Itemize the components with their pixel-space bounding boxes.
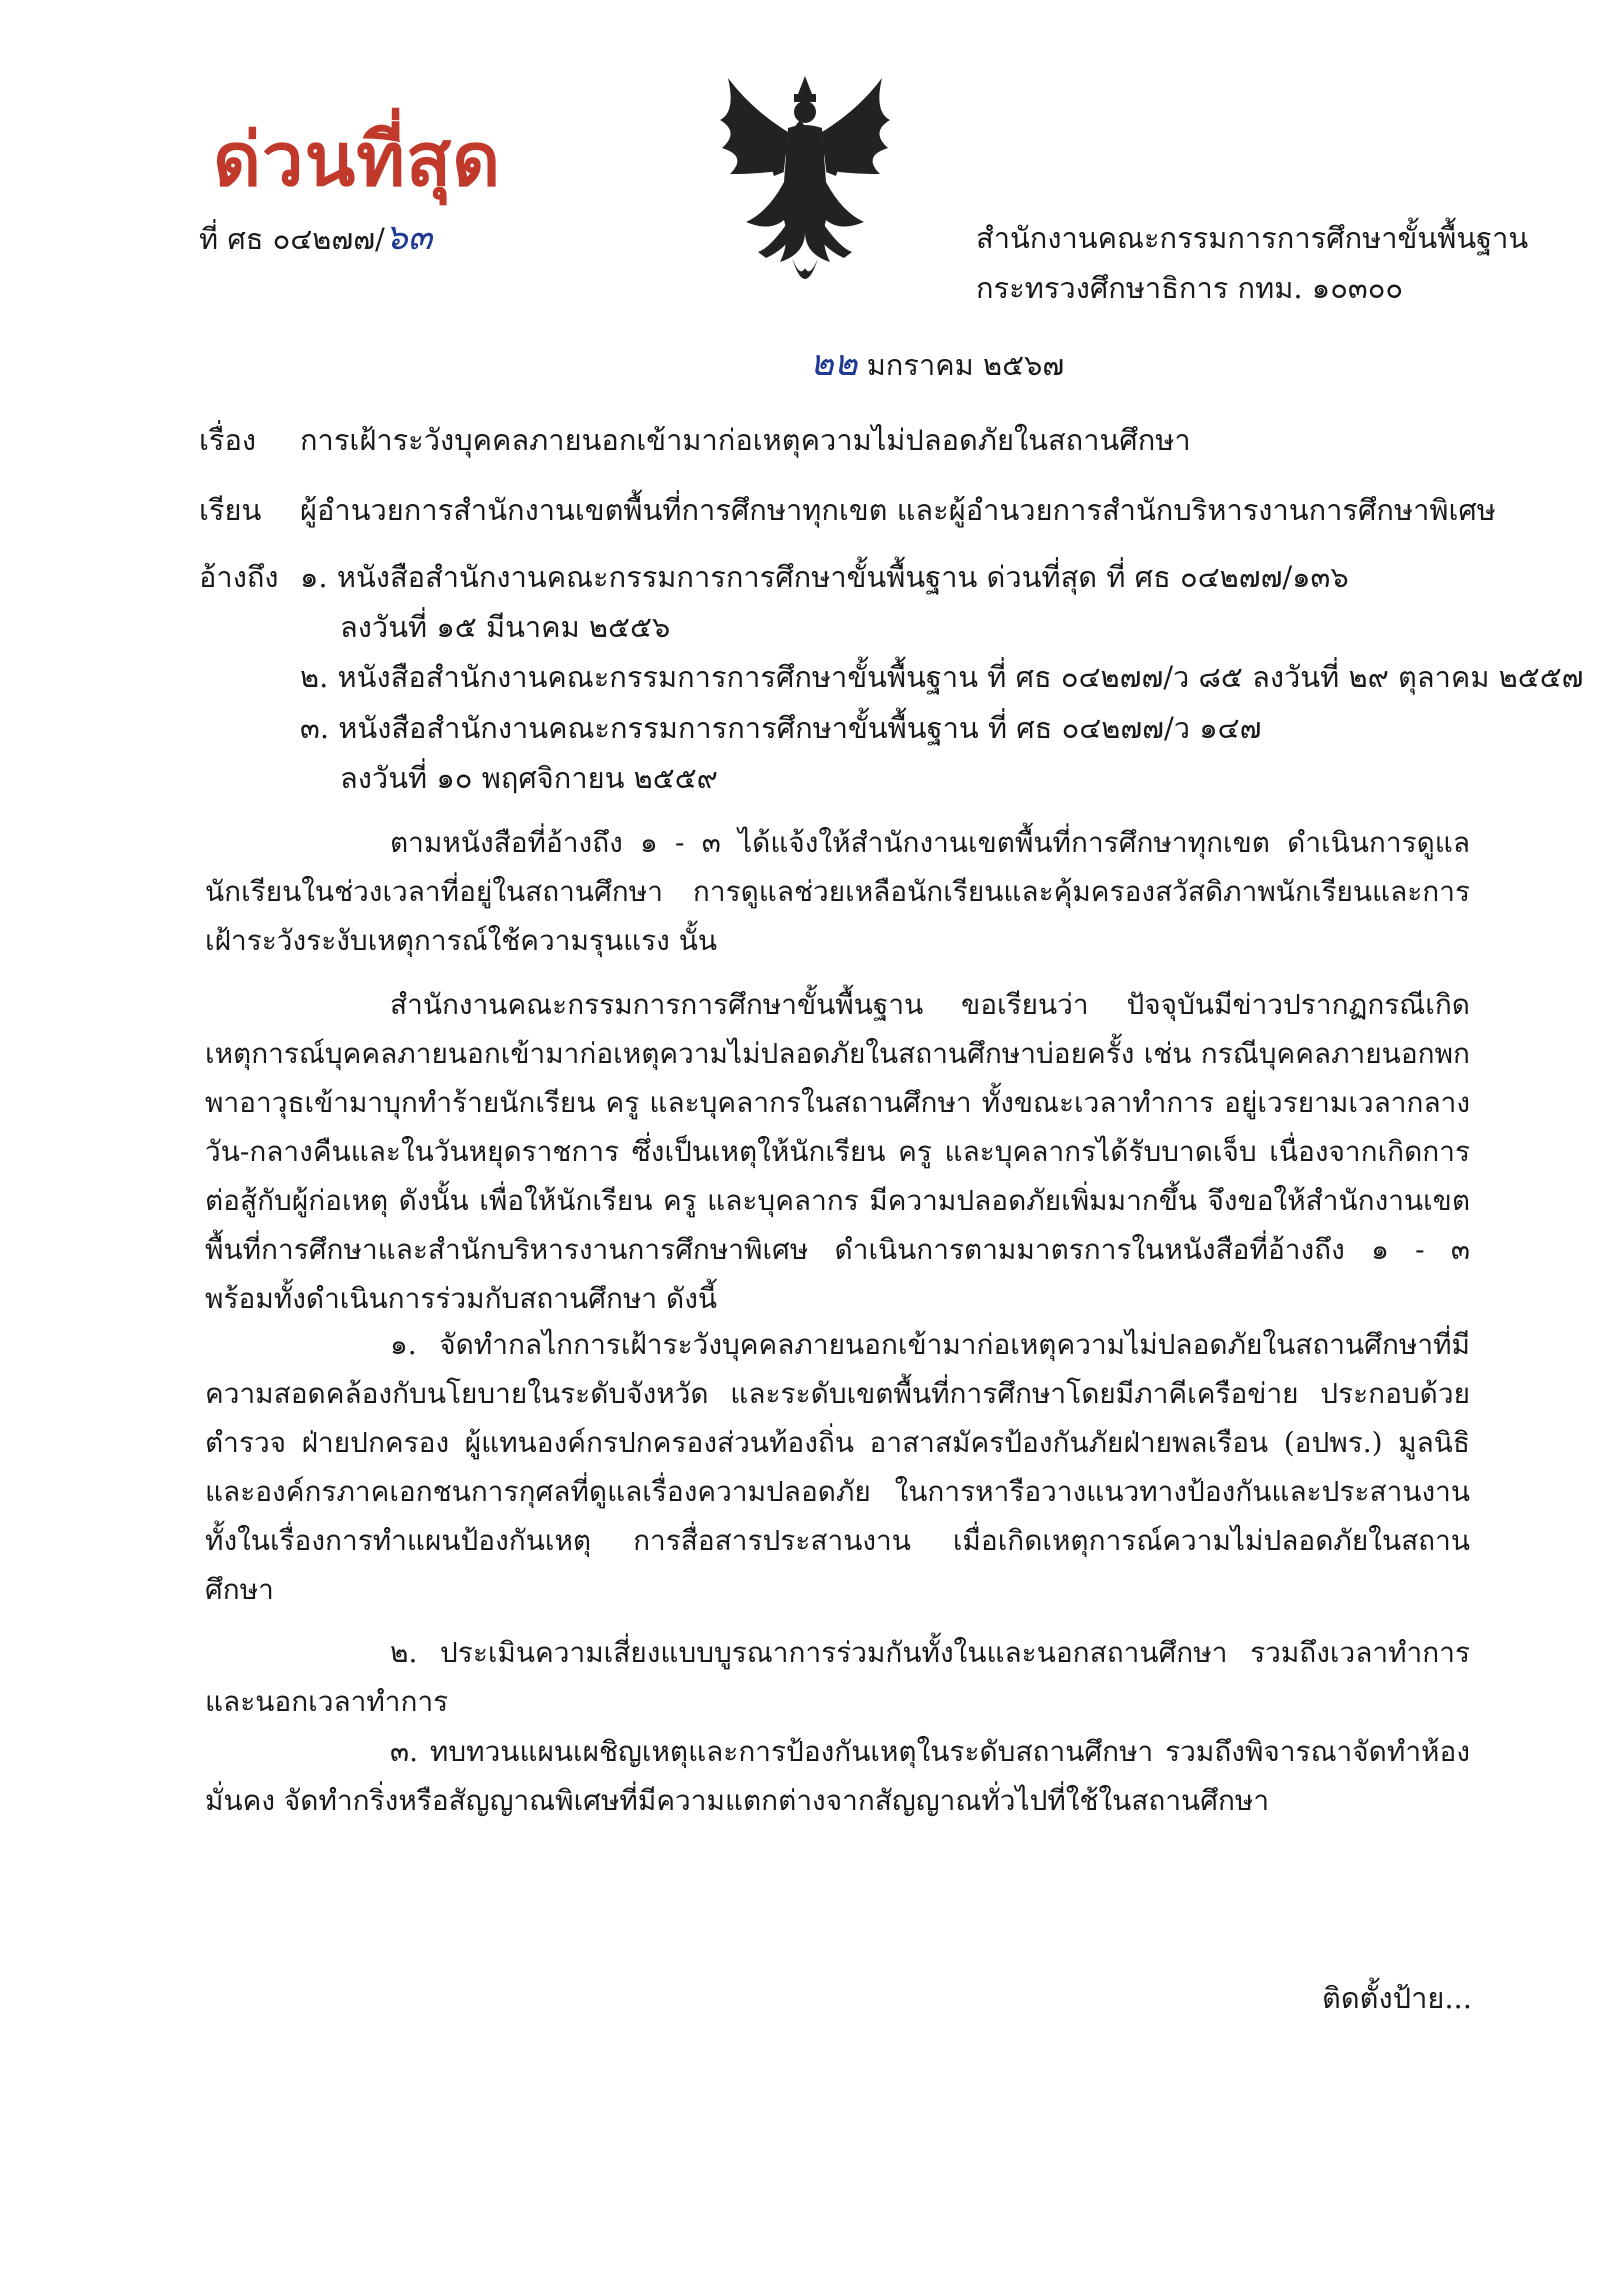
reference-handwritten-number: ๖๓: [384, 217, 433, 258]
office-name: สำนักงานคณะกรรมการการศึกษาขั้นพื้นฐาน: [976, 221, 1529, 255]
document-date: [810, 344, 1064, 385]
date-handwritten-day: ๒๒: [810, 343, 858, 384]
office-address: กระทรวงศึกษาธิการ กทม. ๑๐๓๐๐: [976, 271, 1404, 305]
body-paragraph-4: ๒. ประเมินความเสี่ยงแบบบูรณาการร่วมกันทั้งในและนอกสถานศึกษา รวมถึงเวลาทำการและนอกเวลาทำการ: [205, 1636, 1470, 1718]
addressee-text: ผู้อำนวยการสำนักงานเขตพื้นที่การศึกษาทุกเขต และผู้อำนวยการสำนักบริหารงานการศึกษาพิเศษ: [300, 493, 1496, 527]
reference-item: ๒. หนังสือสำนักงานคณะกรรมการการศึกษาขั้นพื้นฐาน ที่ ศธ ๐๔๒๗๗/ว ๘๕ ลงวันที่ ๒๙ ตุลาคม ๒๕๕๗: [300, 660, 1584, 694]
body-paragraph-3: ๑. จัดทำกลไกการเฝ้าระวังบุคคลภายนอกเข้ามาก่อเหตุความไม่ปลอดภัยในสถานศึกษาที่มีความสอดคล้องกับนโยบายในระดับจังหวัด และระดับเขตพื้นที่การศึกษาโดยมีภาคีเครือข่าย ประกอบด้วย ตำรวจ ฝ่ายปกครอง ผู้แทนองค์กรปกครองส่วนท้องถิ่น อาสาสมัครป้องกันภัยฝ่ายพลเรือน (อปพร.) มูลนิธิ และองค์กรภาคเอกชนการกุศลที่ดูแลเรื่องความปลอดภัย ในการหารือวางแนวทางป้องกันและประสานงานทั้งในเรื่องการทำแผนป้องกันเหตุ การสื่อสารประสานงาน เมื่อเกิดเหตุการณ์ความไม่ปลอดภัยในสถานศึกษา: [205, 1328, 1470, 1606]
references-label: อ้างถึง: [199, 560, 279, 594]
body-paragraph-2: สำนักงานคณะกรรมการการศึกษาขั้นพื้นฐาน ขอเรียนว่า ปัจจุบันมีข่าวปรากฏกรณีเกิดเหตุการณ์บุคคลภายนอกเข้ามาก่อเหตุความไม่ปลอดภัยในสถานศึกษาบ่อยครั้ง เช่น กรณีบุคคลภายนอกพกพาอาวุธเข้ามาบุกทำร้ายนักเรียน ครู และบุคลากรในสถานศึกษา ทั้งขณะเวลาทำการ อยู่เวรยามเวลากลางวัน-กลางคืนและในวันหยุดราชการ ซึ่งเป็นเหตุให้นักเรียน ครู และบุคลากรได้รับบาดเจ็บ เนื่องจากเกิดการต่อสู้กับผู้ก่อเหตุ ดังนั้น เพื่อให้นักเรียน ครู และบุคลากร มีความปลอดภัยเพิ่มมากขึ้น จึงขอให้สำนักงานเขตพื้นที่การศึกษาและสำนักบริหารงานการศึกษาพิเศษ ดำเนินการตามมาตรการในหนังสือที่อ้างถึง ๑ - ๓ พร้อมทั้งดำเนินการร่วมกับสถานศึกษา ดังนี้: [205, 988, 1470, 1315]
reference-item: ลงวันที่ ๑๕ มีนาคม ๒๕๕๖: [340, 610, 671, 644]
reference-number: [199, 218, 432, 259]
date-month-year: มกราคม ๒๕๖๗: [866, 348, 1065, 382]
body-paragraph-5: ๓. ทบทวนแผนเผชิญเหตุและการป้องกันเหตุในระดับสถานศึกษา รวมถึงพิจารณาจัดทำห้องมั่นคง จัดทำกริ่งหรือสัญญาณพิเศษที่มีความแตกต่างจากสัญญาณทั่วไปที่ใช้ในสถานศึกษา: [205, 1735, 1470, 1817]
subject-label: เรื่อง: [199, 423, 257, 457]
reference-item: ๑. หนังสือสำนักงานคณะกรรมการการศึกษาขั้นพื้นฐาน ด่วนที่สุด ที่ ศธ ๐๔๒๗๗/๑๓๖: [300, 560, 1349, 594]
reference-item: ๓. หนังสือสำนักงานคณะกรรมการการศึกษาขั้นพื้นฐาน ที่ ศธ ๐๔๒๗๗/ว ๑๔๗: [300, 711, 1262, 745]
reference-item: ลงวันที่ ๑๐ พฤศจิกายน ๒๕๕๙: [340, 761, 718, 795]
continuation-marker: ติดตั้งป้าย...: [1322, 1981, 1472, 2015]
body-paragraph-1: ตามหนังสือที่อ้างถึง ๑ - ๓ ได้แจ้งให้สำนักงานเขตพื้นที่การศึกษาทุกเขต ดำเนินการดูแลนักเรียนในช่วงเวลาที่อยู่ในสถานศึกษา การดูแลช่วยเหลือนักเรียนและคุ้มครองสวัสดิภาพนักเรียนและการเฝ้าระวังระงับเหตุการณ์ใช้ความรุนแรง นั้น: [205, 826, 1470, 957]
reference-prefix: ที่ ศธ ๐๔๒๗๗/: [199, 222, 385, 256]
subject-text: การเฝ้าระวังบุคคลภายนอกเข้ามาก่อเหตุความไม่ปลอดภัยในสถานศึกษา: [300, 423, 1191, 457]
garuda-emblem-icon: [700, 72, 910, 300]
addressee-label: เรียน: [199, 493, 262, 527]
urgency-stamp: ด่วนที่สุด: [213, 117, 502, 203]
